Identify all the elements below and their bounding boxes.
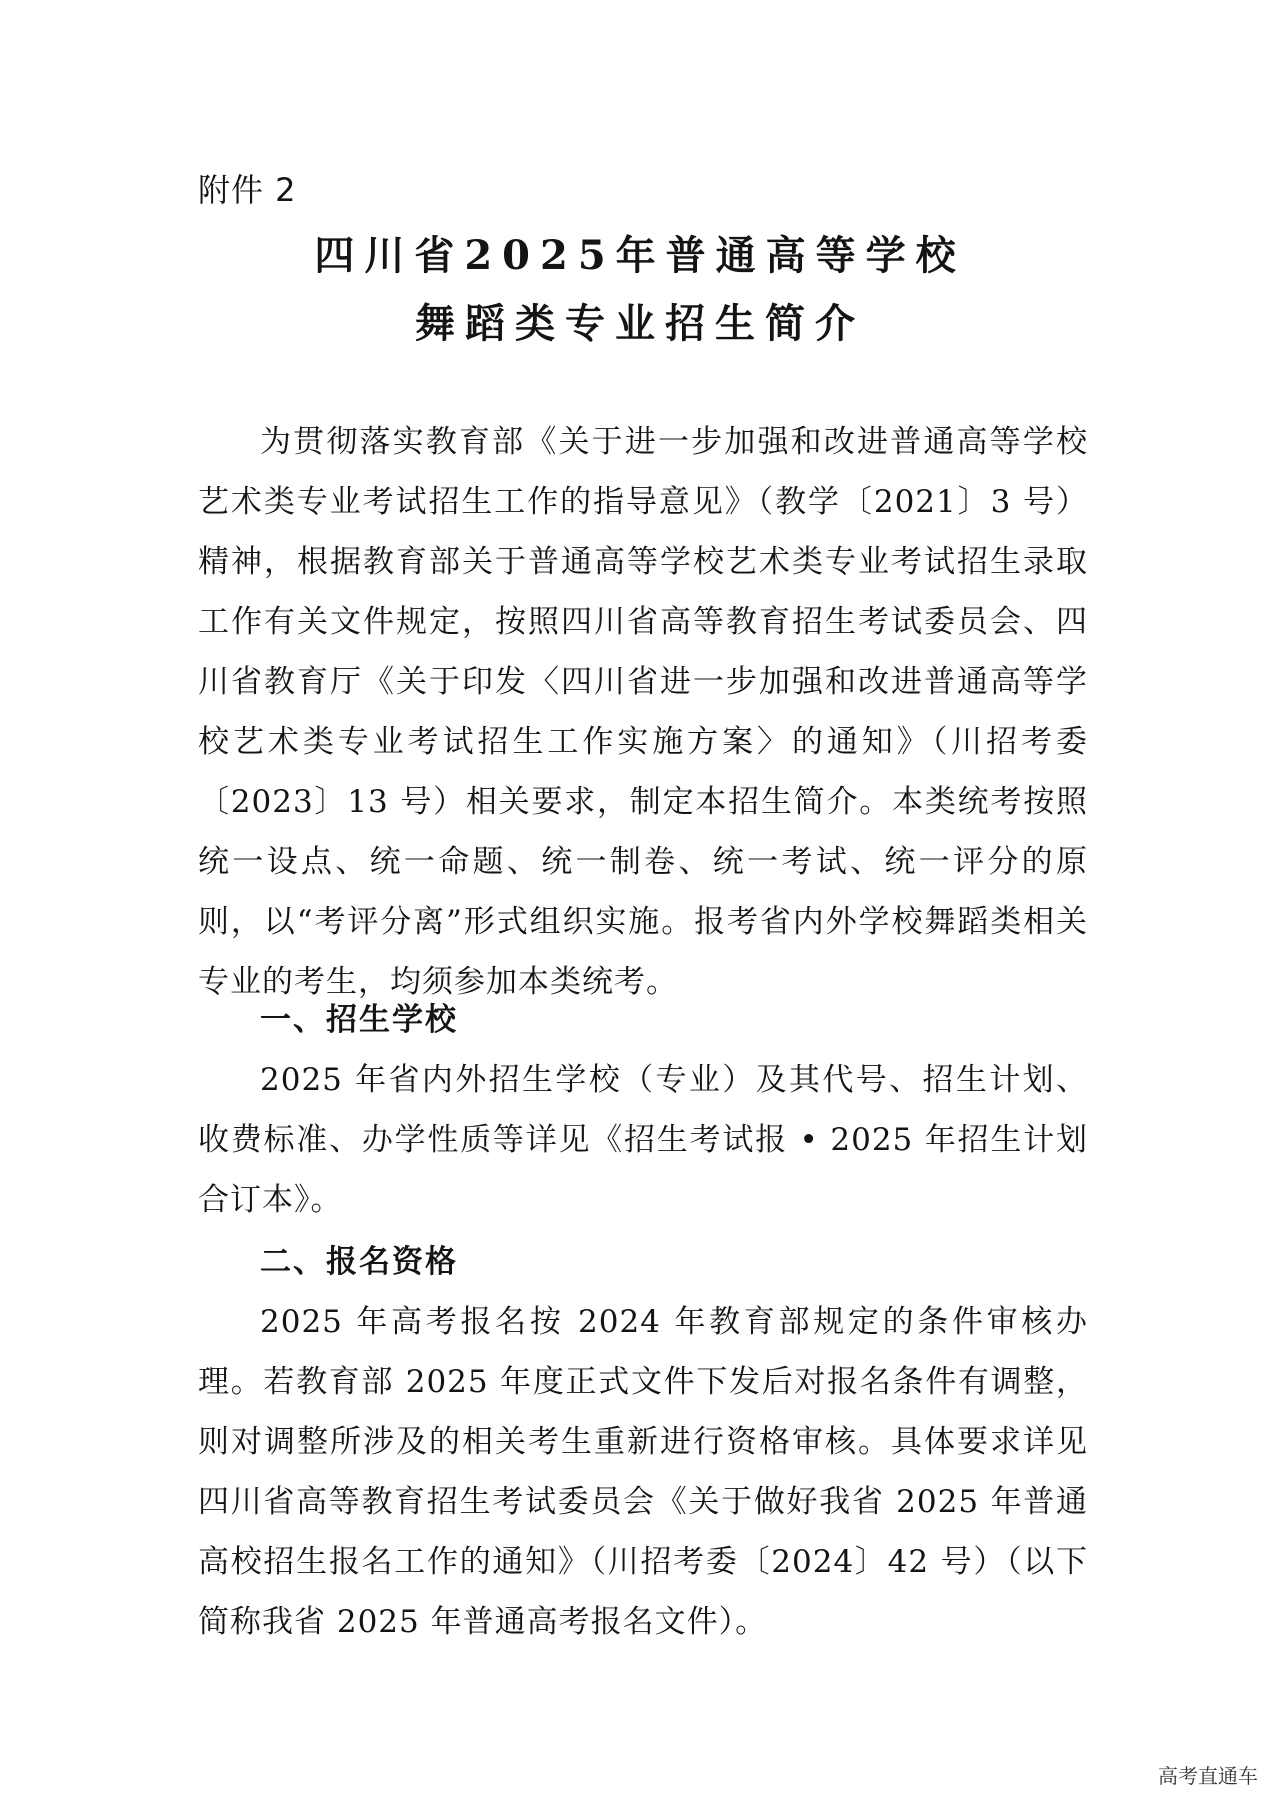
section-heading-registration-eligibility: 二、报名资格	[260, 1244, 458, 1280]
watermark-text: 高考直通车	[1158, 1764, 1258, 1788]
document-title-line-1: 四川省2025年普通高等学校	[314, 232, 966, 279]
document-title-line-2: 舞蹈类专业招生简介	[415, 300, 865, 347]
section-text-enrollment-schools: 2025 年省内外招生学校（专业）及其代号、招生计划、收费标准、办学性质等详见《招生考试报 • 2025 年招生计划合订本》。	[198, 1062, 1088, 1218]
intro-paragraph: 为贯彻落实教育部《关于进一步加强和改进普通高等学校艺术类专业考试招生工作的指导意见》（教学〔2021〕3 号）精神，根据教育部关于普通高等学校艺术类专业考试招生录取工作有关文件规定，按照四川省高等教育招生考试委员会、四川省教育厅《关于印发〈四川省进一步加强和改进普通高等学校艺术类专业考试招生工作实施方案〉的通知》（川招考委〔2023〕13 号）相关要求，制定本招生简介。本类统考按照统一设点、统一命题、统一制卷、统一考试、统一评分的原则，以“考评分离”形式组织实施。报考省内外学校舞蹈类相关专业的考生，均须参加本类统考。	[198, 424, 1088, 1000]
section-heading-enrollment-schools: 一、招生学校	[260, 1002, 458, 1038]
section-text-registration-eligibility: 2025 年高考报名按 2024 年教育部规定的条件审核办理。若教育部 2025 年度正式文件下发后对报名条件有调整，则对调整所涉及的相关考生重新进行资格审核。具体要求详见四川省高等教育招生考试委员会《关于做好我省 2025 年普通高校招生报名工作的通知》（川招考委〔2024〕42 号）（以下简称我省 2025 年普通高考报名文件）。	[198, 1304, 1088, 1640]
attachment-label: 附件 2	[198, 171, 297, 209]
